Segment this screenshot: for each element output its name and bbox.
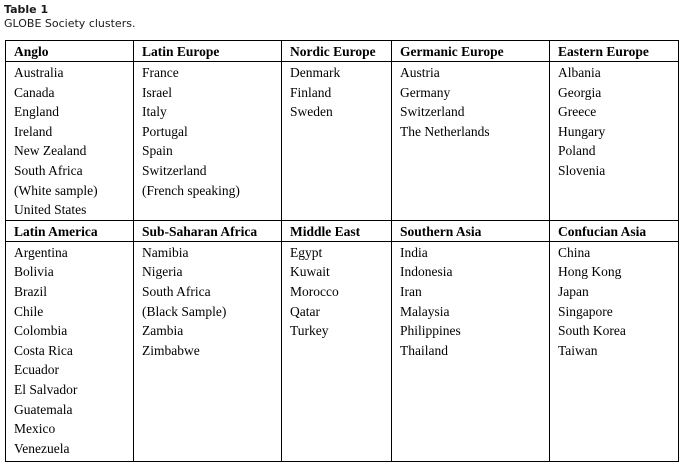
country-item: The Netherlands — [400, 123, 490, 139]
country-item: South Africa — [14, 162, 83, 178]
country-item: Canada — [14, 84, 55, 100]
country-item: Argentina — [14, 244, 68, 260]
country-item: Sweden — [290, 104, 333, 120]
table-title: Table 1 — [4, 3, 49, 16]
country-item: Germany — [400, 84, 451, 100]
country-list-sub-saharan-africa — [134, 241, 282, 461]
country-list-germanic-europe — [392, 62, 550, 221]
header-row — [6, 41, 679, 62]
cluster-header-middle-east: Middle East — [282, 220, 392, 241]
country-item: Malaysia — [400, 303, 450, 319]
cluster-header-latin-europe: Latin Europe — [134, 41, 282, 62]
country-item: Zambia — [142, 323, 184, 339]
country-item: Costa Rica — [14, 342, 73, 358]
country-item: Namibia — [142, 244, 189, 260]
country-list-nordic-europe — [282, 62, 392, 221]
table-subtitle: GLOBE Society clusters. — [4, 17, 136, 30]
country-item: New Zealand — [14, 143, 87, 159]
country-item: Colombia — [14, 323, 68, 339]
cluster-header-anglo: Anglo — [6, 41, 134, 62]
country-item: Greece — [558, 104, 597, 120]
countries-row — [6, 62, 679, 221]
country-item: England — [14, 104, 59, 120]
country-item: Nigeria — [142, 264, 183, 280]
country-item: (White sample) — [14, 182, 98, 198]
country-item: Israel — [142, 84, 172, 100]
country-item: Switzerland — [400, 104, 465, 120]
country-item: Turkey — [290, 323, 329, 339]
country-item: Egypt — [290, 244, 323, 260]
table-caption — [4, 3, 135, 31]
country-item: Philippines — [400, 323, 461, 339]
country-item: Albania — [558, 65, 601, 80]
country-item: Morocco — [290, 283, 339, 299]
country-item: Ireland — [14, 123, 53, 139]
countries-row — [6, 241, 679, 461]
country-list-latin-america — [6, 241, 134, 461]
country-item: United States — [14, 202, 87, 218]
globe-clusters-table — [5, 40, 679, 462]
country-item: (Black Sample) — [142, 303, 227, 319]
country-item: Italy — [142, 104, 167, 120]
country-item: Chile — [14, 303, 44, 319]
country-list-middle-east — [282, 241, 392, 461]
country-item: South Korea — [558, 323, 626, 339]
cluster-header-germanic-europe: Germanic Europe — [392, 41, 550, 62]
country-item: Guatemala — [14, 401, 73, 417]
country-item: Brazil — [14, 283, 47, 299]
cluster-header-southern-asia: Southern Asia — [392, 220, 550, 241]
country-item: Singapore — [558, 303, 613, 319]
cluster-header-sub-saharan-africa: Sub-Saharan Africa — [134, 220, 282, 241]
country-item: Switzerland — [142, 162, 207, 178]
country-item: France — [142, 65, 179, 80]
country-item: Portugal — [142, 123, 188, 139]
country-item: Thailand — [400, 342, 448, 358]
country-item: India — [400, 244, 428, 260]
cluster-header-nordic-europe: Nordic Europe — [282, 41, 392, 62]
country-item: South Africa — [142, 283, 211, 299]
country-item: Taiwan — [558, 342, 598, 358]
country-item: Australia — [14, 65, 64, 80]
country-item: Mexico — [14, 421, 56, 437]
country-item: Zimbabwe — [142, 342, 200, 358]
cluster-header-confucian-asia: Confucian Asia — [550, 220, 679, 241]
country-list-anglo — [6, 62, 134, 221]
country-item: Poland — [558, 143, 596, 159]
country-item: Iran — [400, 283, 422, 299]
country-item: Kuwait — [290, 264, 330, 280]
country-list-southern-asia — [392, 241, 550, 461]
country-item: Bolivia — [14, 264, 54, 280]
country-item: Hong Kong — [558, 264, 622, 280]
country-item: Venezuela — [14, 440, 70, 456]
country-item: Denmark — [290, 65, 341, 80]
country-list-latin-europe — [134, 62, 282, 221]
country-item: Qatar — [290, 303, 320, 319]
country-item: Austria — [400, 65, 440, 80]
country-list-confucian-asia — [550, 241, 679, 461]
country-item: China — [558, 244, 591, 260]
country-list-eastern-europe — [550, 62, 679, 221]
cluster-header-eastern-europe: Eastern Europe — [550, 41, 679, 62]
country-item: Finland — [290, 84, 332, 100]
header-row — [6, 220, 679, 241]
cluster-header-latin-america: Latin America — [6, 220, 134, 241]
country-item: (French speaking) — [142, 182, 240, 198]
country-item: Spain — [142, 143, 173, 159]
country-item: Indonesia — [400, 264, 453, 280]
country-item: El Salvador — [14, 381, 78, 397]
country-item: Ecuador — [14, 362, 59, 378]
country-item: Hungary — [558, 123, 606, 139]
country-item: Japan — [558, 283, 589, 299]
country-item: Slovenia — [558, 162, 606, 178]
country-item: Georgia — [558, 84, 602, 100]
